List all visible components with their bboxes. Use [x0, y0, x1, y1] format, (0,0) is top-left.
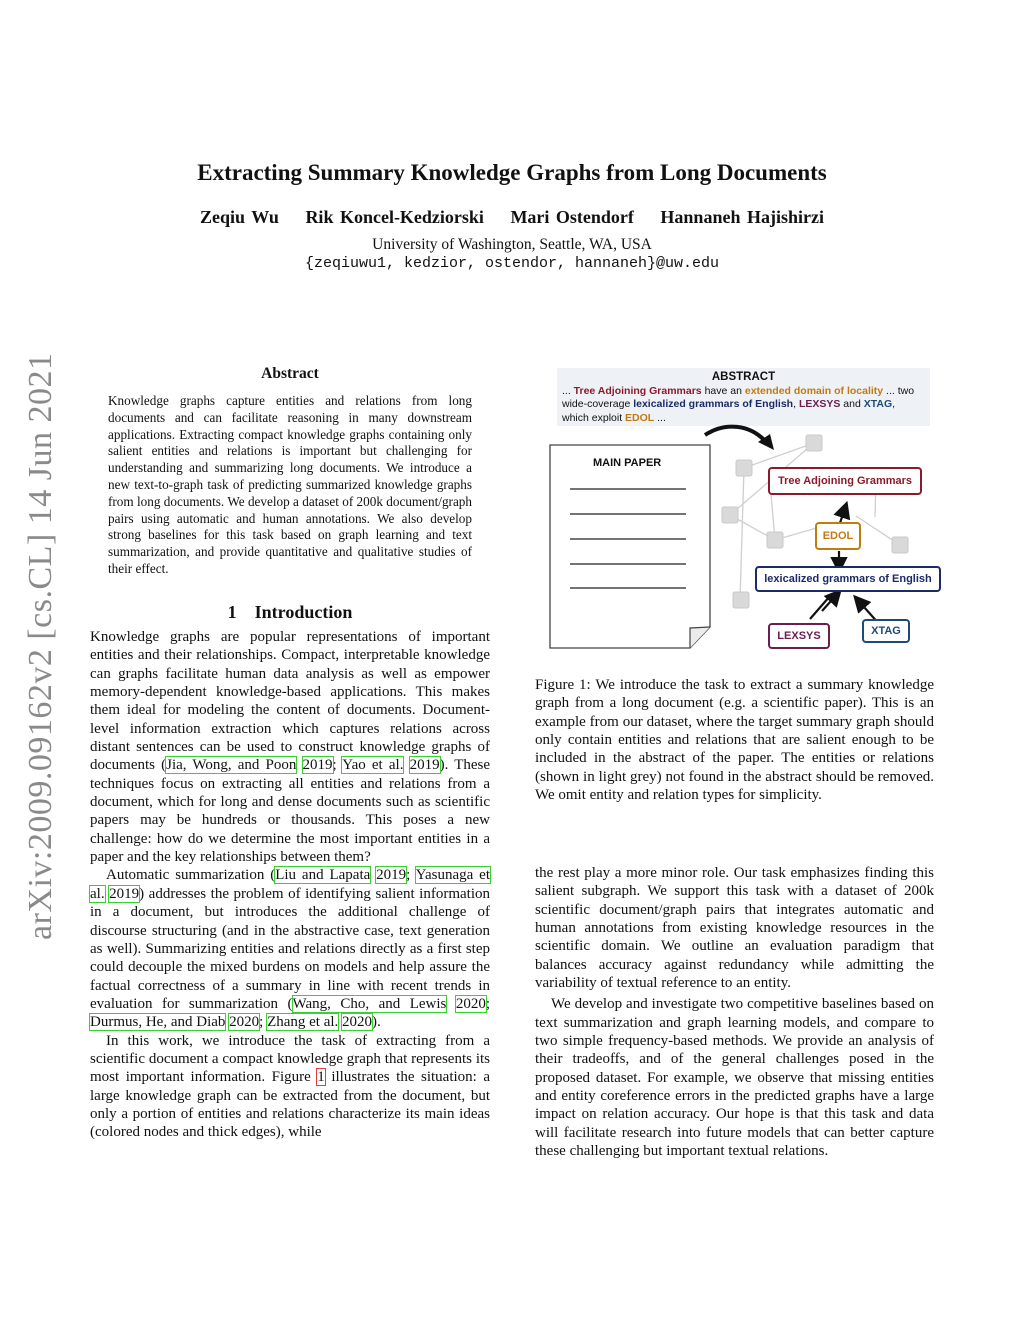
- author-list: [0, 207, 1024, 228]
- node-edol: EDOL: [815, 522, 861, 550]
- node-xtag: XTAG: [862, 619, 910, 643]
- edge: [840, 505, 846, 523]
- citation-link[interactable]: Yasunaga et al.: [90, 867, 491, 902]
- author-name: Rik Koncel-Kedziorski: [305, 207, 484, 227]
- node-lexicalized-grammars: lexicalized grammars of English: [755, 566, 941, 592]
- main-paper-label: MAIN PAPER: [593, 457, 662, 469]
- figure-caption: Figure 1: We introduce the task to extract a summary knowledge graph from a long document (e.g. a scientific paper). This is an example from our dataset, where the target summary graph should only contain entities and relations that are salient enough to be included in the abstract of the paper. The entities or relations (shown in light grey) not found in the abstract should be removed. We omit entity and relation types for simplicity.: [535, 677, 934, 804]
- document-icon: [550, 445, 710, 648]
- intro-right-column: [535, 864, 934, 1161]
- abstract-heading: Abstract: [261, 365, 319, 382]
- citation-link[interactable]: Durmus, He, and Diab: [90, 1014, 226, 1031]
- intro-paragraph: We develop and investigate two competitive baselines based on text summarization and graph learning models, and compare to two simple frequency-based methods. We provide an analysis of their tradeoffs, and of the general challenges posed in the proposed dataset. For example, we observe that missing entities and entity coreference errors in the predicted graphs have a large impact on relation accuracy. Our hope is that this task and data will facilitate research into future models that can better capture these challenging but important textual relations.: [535, 996, 934, 1160]
- figure-abstract-heading: ABSTRACT: [711, 371, 776, 383]
- citation-link[interactable]: Wang, Cho, and Lewis: [292, 995, 447, 1012]
- section-heading: [90, 602, 490, 623]
- citation-link[interactable]: Jia, Wong, and Poon: [166, 757, 297, 774]
- author-name: Zeqiu Wu: [200, 207, 279, 227]
- author-name: Mari Ostendorf: [510, 207, 634, 227]
- author-emails: {zeqiuwu1, kedzior, ostendor, hannaneh}@uw.edu: [304, 255, 720, 272]
- citation-link[interactable]: 2020: [455, 995, 486, 1012]
- intro-paragraph: Automatic summarization (Liu and Lapata 2019; Yasunaga et al. 2019) addresses the problem of identifying salient information in a document, but introduces the additional challenge of discourse structuring (and in the abstractive case, text generation as well). Summarizing entities and relations directly as a first step could decouple the mixed burdens on models and help assure the factual correctness of a summary in line with recent trends in evaluation for summarization (Wang, Cho, and Lewis 2020; Durmus, He, and Diab 2020; Zhang et al. 2020).: [90, 867, 491, 1031]
- citation-link[interactable]: 2019: [302, 757, 333, 774]
- citation-link[interactable]: Yao et al.: [342, 757, 404, 774]
- section-number: 1: [227, 602, 237, 622]
- intro-paragraph: the rest play a more minor role. Our task emphasizes finding this salient subgraph. We support this task with a dataset of 200k scientific document/graph pairs that integrates automatic and human annotations from existing knowledge resources in the scientific domain. We outline an evaluation paradigm that balances accuracy against redundancy while admitting the variability of textual reference to an entity.: [535, 865, 934, 992]
- figure-abstract-text: ... Tree Adjoining Grammars have an extended domain of locality ... two wide-coverage lexicalized grammars of English, LEXSYS and XTAG, which exploit EDOL ...: [562, 384, 915, 424]
- intro-paragraph: Knowledge graphs are popular representations of important entities and their relationships. Compact, interpretable knowledge can graphs facilitate human data analysis as well as empower memory-dependent knowledge-based applications. This makes them ideal for modeling the content of documents. Document-level information extraction which captures relations across distant sentences can be used to construct knowledge graphs of documents (Jia, Wong, and Poon 2019; Yao et al. 2019). These techniques focus on extracting all entities and relations from a document, which for long and dense documents such as scientific papers may be hundreds or thousands. This poses a new challenge: how do we determine the most important entities in a paper and the key relationships between them?: [90, 629, 491, 866]
- citation-link[interactable]: 2019: [409, 757, 440, 774]
- citation-link[interactable]: 2020: [229, 1014, 260, 1031]
- citation-link[interactable]: Liu and Lapata: [275, 867, 371, 884]
- curved-arrow: [705, 427, 766, 442]
- citation-link[interactable]: 2020: [342, 1014, 373, 1031]
- section-title: Introduction: [254, 602, 353, 622]
- node-lexsys: LEXSYS: [768, 623, 830, 649]
- affiliation: University of Washington, Seattle, WA, USA: [372, 236, 652, 253]
- citation-link[interactable]: 2019: [109, 885, 140, 902]
- edge: [810, 596, 830, 619]
- intro-paragraph: In this work, we introduce the task of extracting from a scientific document a compact knowledge graph that represents its most important information. Figure 1 illustrates the situation: a large knowledge graph can be extracted from the document, but only a portion of entities and relations characterize its main ideas (colored nodes and thick edges), while: [90, 1032, 490, 1141]
- intro-left-column: [90, 628, 490, 1142]
- node-tree-adjoining-grammars: Tree Adjoining Grammars: [768, 467, 922, 495]
- author-name: Hannaneh Hajishirzi: [660, 207, 824, 227]
- figure-abstract-box: [557, 368, 930, 426]
- paper-title: Extracting Summary Knowledge Graphs from Long Documents: [197, 160, 827, 185]
- arxiv-side-stamp: arXiv:2009.09162v2 [cs.CL] 14 Jun 2021: [22, 352, 59, 940]
- citation-link[interactable]: 2019: [376, 867, 407, 884]
- citation-link[interactable]: Zhang et al.: [267, 1014, 339, 1031]
- abstract-text: Knowledge graphs capture entities and relations from long documents and can facilitate reasoning in many downstream applications. Extracting compact knowledge graphs containing only salient entities and relations is important but challenging for understanding and summarizing long documents. We introduce a new text-to-graph task of predicting summarized knowledge graphs from long documents. We develop a dataset of 200k document/graph pairs using automatic and human annotations. We also develop strong baselines for this task based on graph learning and text summarization, and provide quantitative and qualitative studies of their effect.: [108, 393, 472, 576]
- figure-link[interactable]: 1: [317, 1069, 325, 1086]
